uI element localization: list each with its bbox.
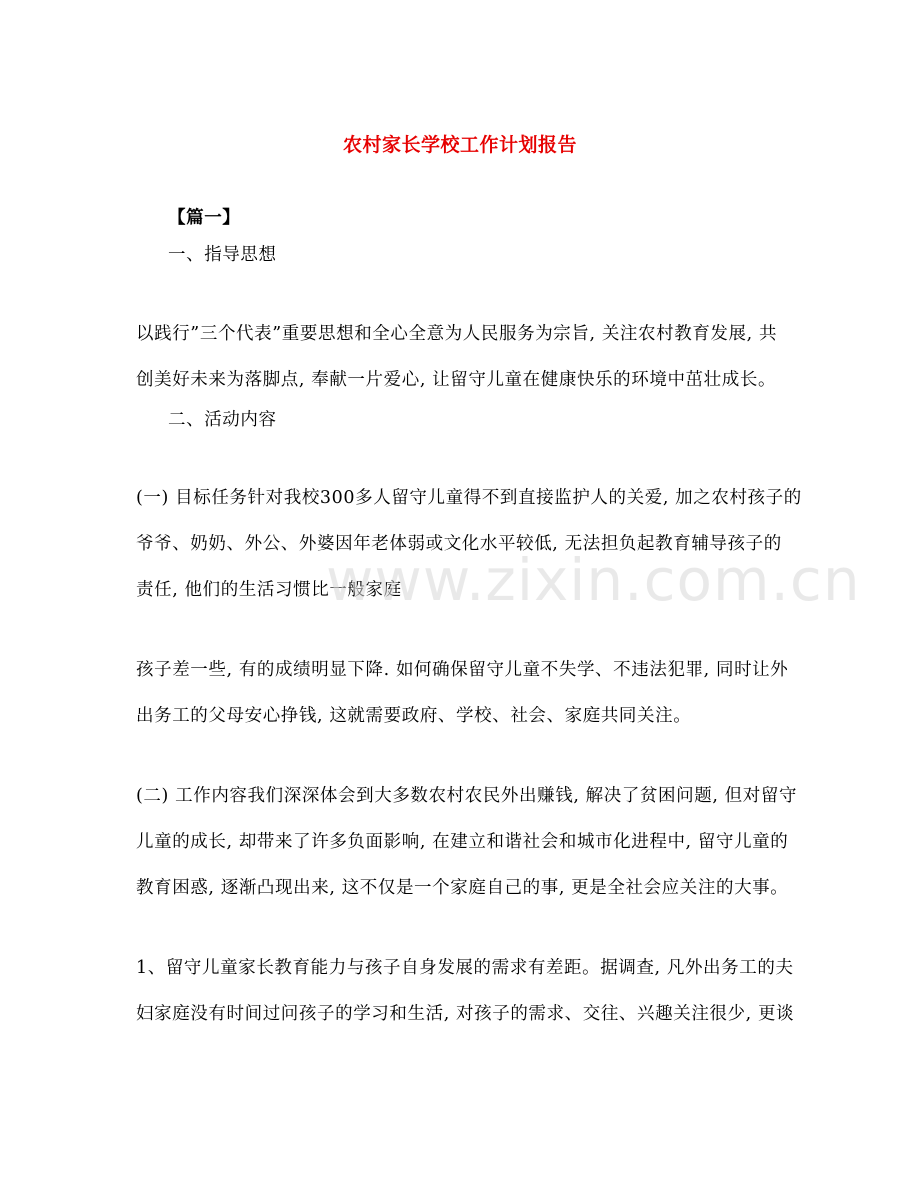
paragraph-line: (二) 工作内容我们深深体会到大多数农村农民外出赚钱, 解决了贫困问题, 但对留守 [136, 786, 798, 806]
paragraph-line: 孩子差一些, 有的成绩明显下降. 如何确保留守儿童不失学、不违法犯罪, 同时让外 [136, 660, 789, 680]
paragraph-line: 1、留守儿童家长教育能力与孩子自身发展的需求有差距。据调查, 凡外出务工的夫 [136, 958, 794, 978]
paragraph-line: 爷爷、奶奶、外公、外婆因年老体弱或文化水平较低, 无法担负起教育辅导孩子的 [136, 534, 782, 554]
paragraph-line: 教育困惑, 逐渐凸现出来, 这不仅是一个家庭自己的事, 更是全社会应关注的大事。 [136, 878, 789, 898]
paragraph-line: 责任, 他们的生活习惯比一般家庭 [136, 580, 402, 600]
paragraph-line: 出务工的父母安心挣钱, 这就需要政府、学校、社会、家庭共同关注。 [136, 706, 692, 726]
paragraph-line: (一) 目标任务针对我校300多人留守儿童得不到直接监护人的关爱, 加之农村孩子的 [136, 488, 802, 508]
section-label: 【篇一】 [168, 208, 241, 228]
paragraph-line: 妇家庭没有时间过问孩子的学习和生活, 对孩子的需求、交往、兴趣关注很少, 更谈 [136, 1004, 795, 1024]
watermark: www.zixin.com.cn [326, 546, 861, 614]
paragraph-line: 儿童的成长, 却带来了许多负面影响, 在建立和谐社会和城市化进程中, 留守儿童的 [136, 832, 789, 852]
paragraph-line: 创美好未来为落脚点, 奉献一片爱心, 让留守儿童在健康快乐的环境中茁壮成长。 [136, 370, 777, 390]
heading-activity-content: 二、活动内容 [168, 410, 277, 430]
document-title: 农村家长学校工作计划报告 [342, 134, 577, 156]
paragraph-line: 以践行”三个代表”重要思想和全心全意为人民服务为宗旨, 关注农村教育发展, 共 [136, 324, 778, 344]
heading-guiding-thought: 一、指导思想 [168, 245, 277, 265]
